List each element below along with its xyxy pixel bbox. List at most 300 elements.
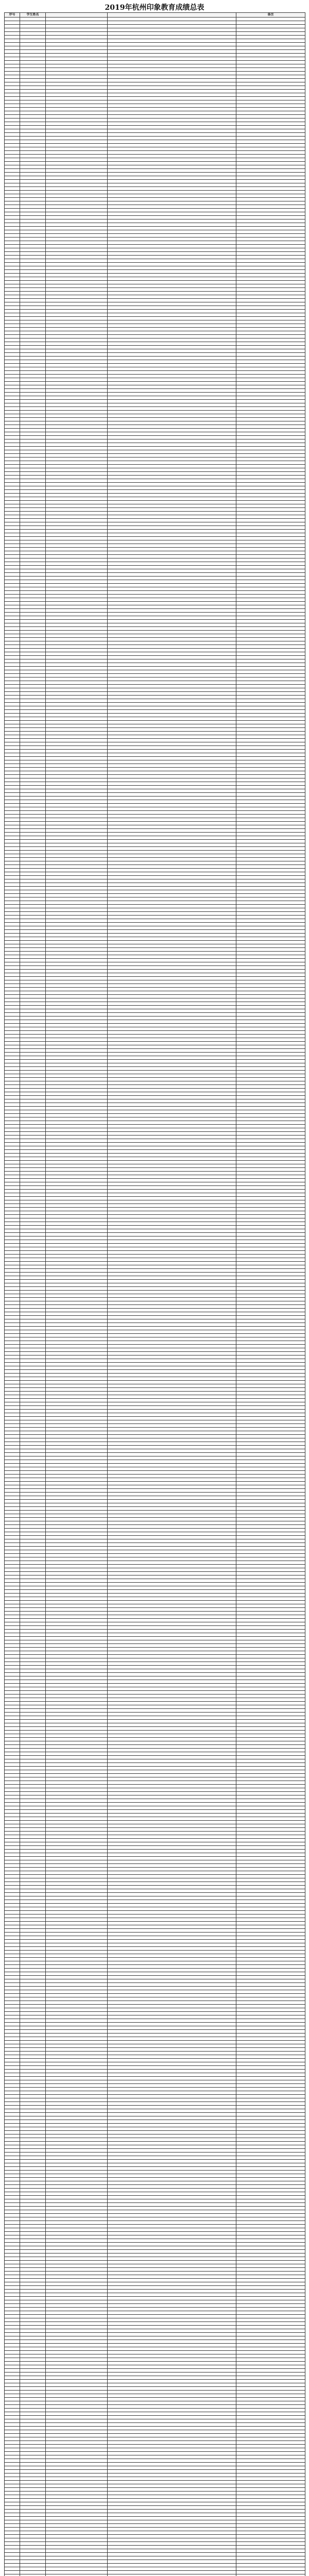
table-cell bbox=[46, 205, 108, 209]
table-cell bbox=[20, 393, 46, 396]
table-row bbox=[5, 108, 305, 111]
table-row bbox=[5, 411, 305, 414]
table-cell bbox=[108, 1821, 236, 1824]
table-cell bbox=[20, 1875, 46, 1878]
table-cell bbox=[108, 1687, 236, 1691]
table-cell bbox=[5, 1612, 20, 1615]
table-row bbox=[5, 1774, 305, 1777]
table-cell bbox=[236, 1139, 305, 1143]
table-cell bbox=[108, 2473, 236, 2477]
table-cell bbox=[46, 292, 108, 295]
table-cell bbox=[20, 385, 46, 389]
table-cell bbox=[108, 548, 236, 551]
table-cell bbox=[5, 1684, 20, 1687]
table-cell bbox=[20, 2199, 46, 2203]
table-cell bbox=[108, 764, 236, 768]
table-row bbox=[5, 2023, 305, 2026]
table-cell bbox=[46, 2409, 108, 2412]
table-cell bbox=[108, 858, 236, 861]
table-cell bbox=[20, 1886, 46, 1889]
table-cell bbox=[5, 2419, 20, 2423]
table-row bbox=[5, 28, 305, 32]
table-cell bbox=[236, 494, 305, 497]
table-cell bbox=[20, 411, 46, 414]
table-cell bbox=[20, 270, 46, 274]
table-cell bbox=[108, 429, 236, 432]
table-cell bbox=[5, 1009, 20, 1013]
table-cell bbox=[5, 573, 20, 577]
table-cell bbox=[20, 1392, 46, 1395]
table-cell bbox=[46, 2362, 108, 2365]
table-cell bbox=[236, 1810, 305, 1814]
table-cell bbox=[46, 2477, 108, 2481]
table-cell bbox=[46, 2300, 108, 2304]
table-cell bbox=[236, 2077, 305, 2080]
table-cell bbox=[108, 1824, 236, 1828]
table-row bbox=[5, 1561, 305, 1565]
table-cell bbox=[20, 2409, 46, 2412]
table-cell bbox=[5, 1828, 20, 1832]
table-cell bbox=[46, 1907, 108, 1911]
table-cell bbox=[5, 335, 20, 338]
table-cell bbox=[108, 1767, 236, 1770]
table-cell bbox=[5, 169, 20, 173]
table-cell bbox=[5, 2448, 20, 2452]
table-cell bbox=[108, 2380, 236, 2383]
table-cell bbox=[20, 1979, 46, 1983]
table-cell bbox=[5, 364, 20, 367]
table-cell bbox=[20, 494, 46, 497]
table-cell bbox=[236, 2419, 305, 2423]
table-cell bbox=[46, 2026, 108, 2030]
table-cell bbox=[46, 1110, 108, 1114]
table-cell bbox=[5, 1305, 20, 1309]
table-row bbox=[5, 865, 305, 869]
table-cell bbox=[236, 403, 305, 407]
table-cell bbox=[46, 2290, 108, 2293]
table-cell bbox=[20, 2300, 46, 2304]
table-cell bbox=[236, 955, 305, 959]
table-cell bbox=[108, 1031, 236, 1035]
table-row bbox=[5, 1482, 305, 1485]
table-cell bbox=[236, 533, 305, 537]
table-cell bbox=[46, 2376, 108, 2380]
table-row bbox=[5, 937, 305, 941]
table-cell bbox=[46, 2174, 108, 2178]
table-cell bbox=[5, 43, 20, 46]
table-row bbox=[5, 1384, 305, 1388]
table-cell bbox=[5, 854, 20, 858]
table-cell bbox=[46, 540, 108, 544]
table-cell bbox=[46, 926, 108, 930]
table-cell bbox=[236, 1431, 305, 1435]
table-row bbox=[5, 259, 305, 263]
table-cell bbox=[46, 876, 108, 879]
table-cell bbox=[46, 2423, 108, 2427]
table-cell bbox=[108, 2272, 236, 2275]
table-row bbox=[5, 1190, 305, 1193]
table-cell bbox=[108, 1045, 236, 1049]
table-cell bbox=[236, 86, 305, 90]
table-cell bbox=[5, 1081, 20, 1085]
table-row bbox=[5, 1312, 305, 1316]
table-cell bbox=[5, 1514, 20, 1518]
table-cell bbox=[236, 1698, 305, 1702]
table-row bbox=[5, 46, 305, 50]
table-cell bbox=[20, 638, 46, 641]
table-cell bbox=[20, 1262, 46, 1265]
table-cell bbox=[5, 941, 20, 944]
table-cell bbox=[46, 176, 108, 180]
table-row bbox=[5, 219, 305, 223]
table-cell bbox=[236, 858, 305, 861]
table-cell bbox=[20, 472, 46, 476]
table-cell bbox=[5, 1262, 20, 1265]
table-row bbox=[5, 277, 305, 281]
table-row bbox=[5, 595, 305, 598]
table-cell bbox=[46, 685, 108, 688]
table-row bbox=[5, 1420, 305, 1424]
table-cell bbox=[108, 1164, 236, 1168]
table-row bbox=[5, 1464, 305, 1467]
table-cell bbox=[5, 2347, 20, 2351]
table-cell bbox=[5, 1410, 20, 1413]
table-cell bbox=[5, 2441, 20, 2445]
table-row bbox=[5, 439, 305, 443]
table-cell bbox=[5, 627, 20, 631]
table-cell bbox=[5, 1193, 20, 1197]
table-cell bbox=[46, 79, 108, 82]
table-cell bbox=[108, 595, 236, 598]
table-cell bbox=[20, 155, 46, 158]
table-cell bbox=[5, 1096, 20, 1099]
table-cell bbox=[46, 245, 108, 248]
table-cell bbox=[236, 1399, 305, 1402]
table-cell bbox=[46, 1485, 108, 1489]
table-cell bbox=[236, 2448, 305, 2452]
table-cell bbox=[108, 2470, 236, 2473]
table-cell bbox=[108, 540, 236, 544]
table-row bbox=[5, 912, 305, 916]
table-cell bbox=[5, 1478, 20, 1482]
table-cell bbox=[108, 270, 236, 274]
table-cell bbox=[46, 335, 108, 338]
table-cell bbox=[108, 1615, 236, 1619]
table-cell bbox=[20, 1640, 46, 1644]
table-cell bbox=[46, 851, 108, 854]
table-cell bbox=[108, 1720, 236, 1723]
table-cell bbox=[5, 504, 20, 508]
table-cell bbox=[108, 1648, 236, 1651]
table-cell bbox=[108, 1222, 236, 1226]
table-cell bbox=[20, 901, 46, 905]
table-row bbox=[5, 833, 305, 836]
table-cell bbox=[46, 1810, 108, 1814]
table-row bbox=[5, 25, 305, 28]
table-cell bbox=[20, 800, 46, 804]
table-cell bbox=[236, 1485, 305, 1489]
table-cell bbox=[20, 61, 46, 64]
table-cell bbox=[46, 1536, 108, 1539]
table-cell bbox=[236, 1839, 305, 1842]
table-cell bbox=[108, 1092, 236, 1096]
table-cell bbox=[108, 2372, 236, 2376]
table-cell bbox=[236, 851, 305, 854]
table-cell bbox=[5, 2217, 20, 2221]
table-cell bbox=[108, 688, 236, 692]
table-row bbox=[5, 580, 305, 584]
table-cell bbox=[46, 1709, 108, 1713]
table-cell bbox=[20, 1136, 46, 1139]
table-cell bbox=[46, 2044, 108, 2048]
table-cell bbox=[108, 1781, 236, 1785]
table-cell bbox=[108, 2033, 236, 2037]
table-row bbox=[5, 64, 305, 68]
table-cell bbox=[20, 1467, 46, 1471]
table-cell bbox=[236, 522, 305, 526]
table-cell bbox=[236, 1543, 305, 1547]
table-cell bbox=[236, 1370, 305, 1374]
table-cell bbox=[5, 995, 20, 998]
table-cell bbox=[5, 346, 20, 349]
table-cell bbox=[236, 677, 305, 681]
table-cell bbox=[5, 890, 20, 894]
table-cell bbox=[5, 1136, 20, 1139]
table-cell bbox=[5, 1987, 20, 1990]
table-row bbox=[5, 1976, 305, 1979]
table-cell bbox=[108, 25, 236, 28]
table-cell bbox=[5, 320, 20, 324]
table-cell bbox=[5, 1226, 20, 1229]
table-cell bbox=[108, 57, 236, 61]
table-cell bbox=[46, 620, 108, 623]
table-cell bbox=[20, 2106, 46, 2109]
table-cell bbox=[5, 1442, 20, 1446]
table-cell bbox=[108, 2322, 236, 2326]
table-cell bbox=[108, 1269, 236, 1273]
table-cell bbox=[5, 692, 20, 696]
table-cell bbox=[46, 735, 108, 739]
table-cell bbox=[5, 544, 20, 548]
table-cell bbox=[108, 703, 236, 706]
table-cell bbox=[236, 706, 305, 710]
table-cell bbox=[108, 1716, 236, 1720]
table-cell bbox=[5, 1038, 20, 1042]
table-row bbox=[5, 183, 305, 187]
table-row bbox=[5, 659, 305, 663]
table-cell bbox=[5, 194, 20, 198]
table-row bbox=[5, 696, 305, 699]
table-cell bbox=[108, 1244, 236, 1247]
table-cell bbox=[20, 1478, 46, 1482]
table-row bbox=[5, 1994, 305, 1997]
table-cell bbox=[236, 2318, 305, 2322]
table-row bbox=[5, 1269, 305, 1273]
table-row bbox=[5, 616, 305, 620]
table-cell bbox=[5, 1846, 20, 1850]
table-cell bbox=[108, 118, 236, 122]
table-cell bbox=[236, 68, 305, 72]
table-cell bbox=[46, 1630, 108, 1633]
table-cell bbox=[46, 1078, 108, 1081]
table-cell bbox=[46, 1954, 108, 1958]
table-cell bbox=[108, 396, 236, 400]
table-cell bbox=[236, 876, 305, 879]
table-cell bbox=[236, 1294, 305, 1298]
table-cell bbox=[108, 1110, 236, 1114]
table-row bbox=[5, 367, 305, 371]
table-cell bbox=[108, 2217, 236, 2221]
table-cell bbox=[20, 284, 46, 288]
table-cell bbox=[5, 1309, 20, 1312]
table-cell bbox=[5, 1453, 20, 1456]
table-cell bbox=[5, 1745, 20, 1749]
table-cell bbox=[108, 1788, 236, 1792]
table-cell bbox=[20, 2113, 46, 2116]
table-cell bbox=[46, 1572, 108, 1575]
table-row bbox=[5, 923, 305, 926]
table-cell bbox=[20, 205, 46, 209]
table-row bbox=[5, 2109, 305, 2113]
table-cell bbox=[236, 786, 305, 789]
table-cell bbox=[20, 1291, 46, 1294]
table-cell bbox=[236, 1366, 305, 1370]
table-cell bbox=[20, 2138, 46, 2142]
table-cell bbox=[46, 595, 108, 598]
table-cell bbox=[20, 173, 46, 176]
table-row bbox=[5, 1619, 305, 1622]
table-cell bbox=[108, 295, 236, 299]
table-cell bbox=[5, 2178, 20, 2181]
table-cell bbox=[20, 1363, 46, 1366]
table-cell bbox=[20, 750, 46, 753]
table-row bbox=[5, 1633, 305, 1637]
table-cell bbox=[236, 2084, 305, 2088]
table-cell bbox=[5, 306, 20, 310]
table-cell bbox=[108, 512, 236, 515]
table-cell bbox=[46, 1821, 108, 1824]
table-cell bbox=[108, 450, 236, 454]
table-row bbox=[5, 840, 305, 843]
table-row bbox=[5, 771, 305, 775]
table-cell bbox=[108, 2019, 236, 2023]
table-cell bbox=[46, 1637, 108, 1640]
table-row bbox=[5, 57, 305, 61]
table-cell bbox=[5, 948, 20, 952]
table-cell bbox=[108, 1287, 236, 1291]
table-row bbox=[5, 1814, 305, 1817]
table-cell bbox=[20, 1983, 46, 1987]
table-cell bbox=[46, 1298, 108, 1301]
table-cell bbox=[46, 930, 108, 934]
table-cell bbox=[108, 890, 236, 894]
table-cell bbox=[108, 1846, 236, 1850]
table-cell bbox=[5, 879, 20, 883]
table-cell bbox=[20, 609, 46, 613]
table-cell bbox=[108, 955, 236, 959]
table-cell bbox=[108, 1038, 236, 1042]
table-cell bbox=[236, 1626, 305, 1630]
table-cell bbox=[108, 1727, 236, 1731]
table-cell bbox=[108, 443, 236, 447]
header-note: 备注 bbox=[236, 13, 305, 18]
table-cell bbox=[46, 1594, 108, 1597]
table-cell bbox=[108, 216, 236, 219]
table-cell bbox=[236, 609, 305, 613]
table-row bbox=[5, 2185, 305, 2189]
table-cell bbox=[5, 1543, 20, 1547]
table-cell bbox=[236, 1478, 305, 1482]
table-row bbox=[5, 1449, 305, 1453]
table-cell bbox=[5, 1002, 20, 1006]
table-cell bbox=[5, 1781, 20, 1785]
table-cell bbox=[108, 2178, 236, 2181]
table-cell bbox=[108, 1067, 236, 1071]
table-cell bbox=[108, 2109, 236, 2113]
table-row bbox=[5, 2290, 305, 2293]
table-cell bbox=[20, 1572, 46, 1575]
table-cell bbox=[20, 2153, 46, 2156]
table-cell bbox=[46, 1251, 108, 1255]
table-cell bbox=[20, 1312, 46, 1316]
table-cell bbox=[20, 1449, 46, 1453]
table-cell bbox=[236, 1211, 305, 1215]
table-cell bbox=[236, 2365, 305, 2369]
table-cell bbox=[20, 1907, 46, 1911]
table-cell bbox=[46, 2452, 108, 2455]
table-row bbox=[5, 1622, 305, 1626]
table-row bbox=[5, 2232, 305, 2235]
table-cell bbox=[236, 1352, 305, 1355]
table-row bbox=[5, 1172, 305, 1175]
table-cell bbox=[46, 1352, 108, 1355]
table-cell bbox=[46, 288, 108, 292]
table-cell bbox=[236, 1226, 305, 1229]
table-cell bbox=[20, 1096, 46, 1099]
table-cell bbox=[5, 403, 20, 407]
table-cell bbox=[5, 537, 20, 540]
table-cell bbox=[46, 1684, 108, 1687]
table-cell bbox=[46, 317, 108, 320]
table-cell bbox=[46, 1150, 108, 1154]
table-cell bbox=[236, 1741, 305, 1745]
table-cell bbox=[5, 631, 20, 634]
table-cell bbox=[46, 1640, 108, 1644]
table-row bbox=[5, 1590, 305, 1594]
table-row bbox=[5, 1471, 305, 1475]
table-cell bbox=[46, 1489, 108, 1493]
table-cell bbox=[20, 595, 46, 598]
table-cell bbox=[20, 490, 46, 494]
table-cell bbox=[46, 259, 108, 263]
table-row bbox=[5, 187, 305, 191]
table-cell bbox=[5, 771, 20, 775]
table-cell bbox=[236, 1301, 305, 1305]
table-cell bbox=[5, 111, 20, 115]
table-cell bbox=[108, 1590, 236, 1594]
table-cell bbox=[236, 2041, 305, 2044]
table-row bbox=[5, 1031, 305, 1035]
table-cell bbox=[108, 1525, 236, 1529]
table-cell bbox=[5, 21, 20, 25]
table-cell bbox=[46, 1752, 108, 1756]
table-row bbox=[5, 1016, 305, 1020]
table-cell bbox=[5, 2005, 20, 2008]
table-row bbox=[5, 962, 305, 966]
table-cell bbox=[236, 1817, 305, 1821]
table-cell bbox=[236, 1236, 305, 1240]
table-cell bbox=[20, 1673, 46, 1676]
